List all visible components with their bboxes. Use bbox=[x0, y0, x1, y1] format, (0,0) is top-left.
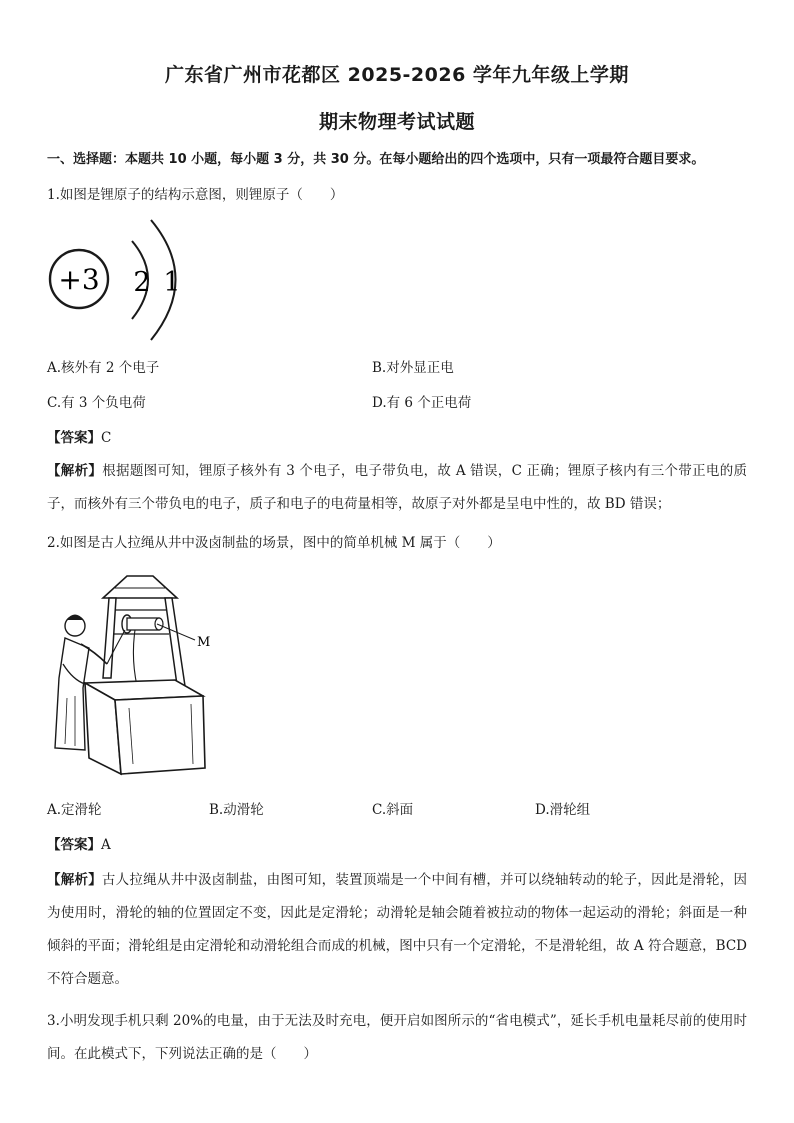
q1-stem: 1.如图是锂原子的结构示意图，则锂原子（ ） bbox=[47, 187, 344, 203]
well-pulley-illustration bbox=[45, 568, 225, 778]
q3-stem: 3.小明发现手机只剩 20%的电量，由于无法及时充电，便开启如图所示的“省电模式”，延长手机电量耗尽前的使用时间。在此模式下，下列说法正确的是（ ） bbox=[47, 1013, 747, 1062]
answer-tag: 【答案】 bbox=[47, 837, 101, 853]
analysis-tag: 【解析】 bbox=[47, 463, 103, 479]
q2-analysis bbox=[47, 864, 747, 996]
q1-option-d: D.有 6 个正电荷 bbox=[372, 395, 472, 411]
analysis-text: 古人拉绳从井中汲卤制盐，由图可知，装置顶端是一个中间有槽，并可以绕轴转动的轮子，因此是滑轮，因为使用时，滑轮的轴的位置固定不变，因此是定滑轮；动滑轮是轴会随着被拉动的物体一起运动的滑轮；斜面是一种倾斜的平面；滑轮组是由定滑轮和动滑轮组合而成的机械，图中只有一个定滑轮，不是滑轮组，故 A 符合题意，BCD 不符合题意。 bbox=[47, 872, 748, 987]
exam-title-line1: 广东省广州市花都区 2025-2026 学年九年级上学期 bbox=[165, 64, 629, 86]
analysis-tag: 【解析】 bbox=[47, 872, 102, 888]
person-robe bbox=[55, 638, 89, 750]
analysis-text: 根据题图可知，锂原子核外有 3 个电子，电子带负电，故 A 错误，C 正确；锂原子核内有三个带正电的质子，而核外有三个带负电的电子，质子和电子的电荷量相等，故原子对外都是呈电中性的，故 BD 错误； bbox=[47, 463, 748, 512]
q2-option-c: C.斜面 bbox=[372, 802, 414, 818]
inner-shell-electrons: 2 bbox=[133, 267, 151, 298]
q1-analysis bbox=[47, 455, 747, 521]
q2-option-d: D.滑轮组 bbox=[535, 802, 591, 818]
q1-option-c: C.有 3 个负电荷 bbox=[47, 395, 146, 411]
q1-option-b: B.对外显正电 bbox=[372, 360, 454, 376]
nucleus-charge: +3 bbox=[58, 263, 100, 296]
q2-option-a: A.定滑轮 bbox=[47, 802, 102, 818]
exam-title-line2: 期末物理考试试题 bbox=[318, 111, 475, 133]
pulley-label: M bbox=[197, 635, 211, 650]
outer-shell-electrons: 1 bbox=[163, 267, 181, 298]
answer-tag: 【答案】 bbox=[47, 430, 101, 446]
roof bbox=[103, 576, 177, 598]
q1-answer bbox=[47, 428, 747, 448]
q2-answer bbox=[47, 835, 747, 855]
answer-value: A bbox=[101, 837, 111, 853]
q2-option-b: B.动滑轮 bbox=[209, 802, 264, 818]
q1-option-a: A.核外有 2 个电子 bbox=[47, 360, 160, 376]
section-heading: 一、选择题：本题共 10 小题，每小题 3 分，共 30 分。在每小题给出的四个选项中，只有一项最符合题目要求。 bbox=[47, 152, 705, 167]
lithium-atom-diagram bbox=[40, 215, 210, 350]
answer-value: C bbox=[101, 430, 112, 446]
q2-stem: 2.如图是古人拉绳从井中汲卤制盐的场景，图中的简单机械 M 属于（ ） bbox=[47, 535, 501, 551]
left-post bbox=[103, 598, 116, 678]
